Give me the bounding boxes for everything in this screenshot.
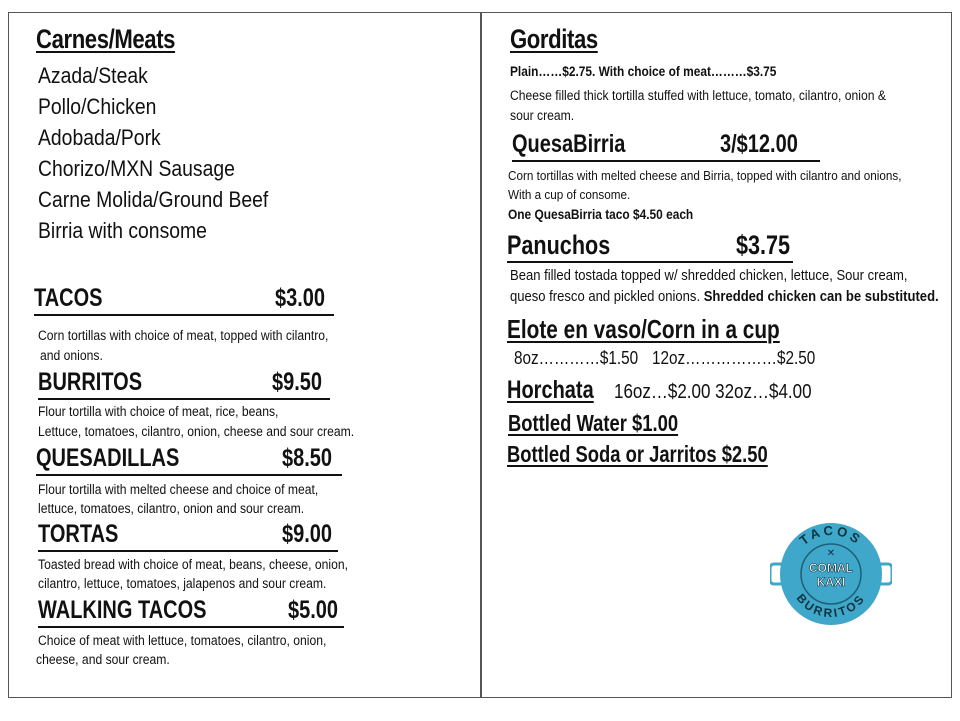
panuchos-substitution-note: Shredded chicken can be substituted. [703,289,939,305]
tacos-name: TACOS [34,284,103,312]
meat-item: Chorizo/MXN Sausage [38,156,235,181]
burritos-underline [38,398,330,400]
quesabirria-desc: Corn tortillas with melted cheese and Birria, topped with cilantro and onions, [508,168,902,183]
walking-tacos-underline [38,626,344,628]
logo-bottom-text: BURRITOS [793,591,869,621]
quesadillas-price: $8.50 [282,444,333,472]
burritos-desc: Flour tortilla with choice of meat, rice, beans, [38,404,279,419]
bottled-water: Bottled Water $1.00 [508,410,679,436]
gorditas-name: Gorditas [510,24,598,54]
panuchos-price: $3.75 [736,230,791,260]
meat-item: Adobada/Pork [38,125,161,150]
burritos-desc: Lettuce, tomatoes, cilantro, onion, cheese and sour cream. [38,424,355,439]
elote-name: Elote en vaso/Corn in a cup [507,314,780,344]
quesadillas-name: QUESADILLAS [36,444,180,472]
tortas-desc: Toasted bread with choice of meat, beans, cheese, onion, [38,557,349,572]
quesabirria-underline [512,160,820,162]
quesabirria-desc: With a cup of consome. [508,187,631,202]
meats-list [38,60,300,246]
tacos-desc: and onions. [40,348,103,363]
tacos-price: $3.00 [275,284,326,312]
panuchos-name: Panuchos [507,230,611,260]
tortas-desc: cilantro, lettuce, tomatoes, jalapenos and sour cream. [38,576,327,591]
tacos-desc: Corn tortillas with choice of meat, topped with cilantro, [38,328,329,343]
tortas-name: TORTAS [38,520,119,548]
quesabirria-note: One QuesaBirria taco $4.50 each [508,206,694,222]
logo-line1: COMAL [809,561,853,575]
walking-tacos-desc: Choice of meat with lettuce, tomatoes, cilantro, onion, [38,633,327,648]
tortas-underline [38,550,338,552]
quesadillas-desc: Flour tortilla with melted cheese and choice of meat, [38,482,319,497]
tacos-underline [34,314,334,316]
panuchos-desc: Bean filled tostada topped w/ shredded chicken, lettuce, Sour cream, [510,268,908,284]
quesabirria-name: QuesaBirria [512,130,626,158]
quesabirria-price: 3/$12.00 [720,130,798,158]
panuchos-desc-plain: queso fresco and pickled onions. [510,289,701,305]
logo-line2: KAXI [816,575,846,589]
burritos-name: BURRITOS [38,368,143,396]
meat-item: Azada/Steak [38,63,148,88]
logo-top-text: TACOS [796,522,866,549]
logo-utensils-icon: ✕ [826,548,836,559]
meats-title: Carnes/Meats [36,24,176,54]
horchata-sizes: 16oz…$2.00 32oz…$4.00 [614,381,812,403]
walking-tacos-name: WALKING TACOS [38,596,207,624]
meat-item: Birria with consome [38,218,207,243]
gorditas-prices: Plain……$2.75. With choice of meat………$3.75 [510,63,777,79]
panuchos-desc [510,288,939,307]
panuchos-underline [507,261,793,263]
burritos-price: $9.50 [272,368,323,396]
elote-size-12oz: 12oz………………$2.50 [652,348,816,368]
bottled-soda: Bottled Soda or Jarritos $2.50 [507,441,768,467]
elote-size-8oz: 8oz…………$1.50 [514,348,639,368]
quesadillas-desc: lettuce, tomatoes, cilantro, onion and sour cream. [38,501,305,516]
quesadillas-underline [36,474,342,476]
tortas-price: $9.00 [282,520,333,548]
comal-kaxi-logo [770,520,892,632]
column-divider [480,12,482,698]
walking-tacos-price: $5.00 [288,596,339,624]
meat-item: Carne Molida/Ground Beef [38,187,269,212]
walking-tacos-desc: cheese, and sour cream. [36,652,170,667]
meat-item: Pollo/Chicken [38,94,157,119]
horchata-name: Horchata [507,376,594,404]
gorditas-desc: Cheese filled thick tortilla stuffed with lettuce, tomato, cilantro, onion & [510,88,886,103]
gorditas-desc: sour cream. [510,108,575,123]
